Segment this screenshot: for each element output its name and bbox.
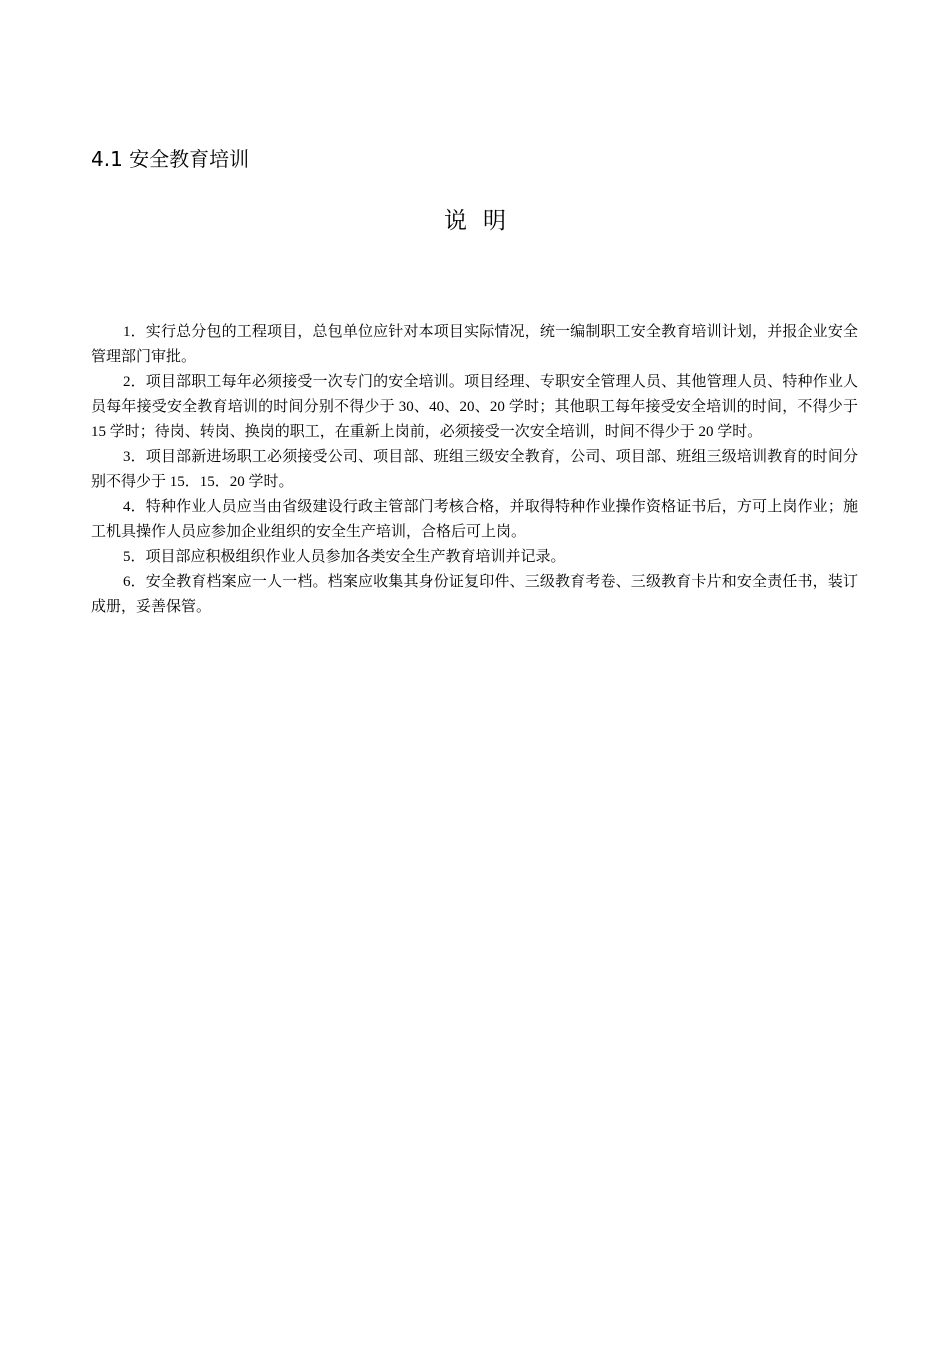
paragraph-6: 6．安全教育档案应一人一档。档案应收集其身份证复印件、三级教育考卷、三级教育卡片和安全责任书，装订成册，妥善保管。 [91,574,858,615]
paragraph-3: 3．项目部新进场职工必须接受公司、项目部、班组三级安全教育，公司、项目部、班组三级培训教育的时间分别不得少于 15．15．20 学时。 [91,449,858,490]
paragraph-5: 5．项目部应积极组织作业人员参加各类安全生产教育培训并记录。 [123,549,566,565]
document-title: 说明 [444,208,522,234]
paragraph-4: 4．特种作业人员应当由省级建设行政主管部门考核合格，并取得特种作业操作资格证书后，方可上岗作业；施工机具操作人员应参加企业组织的安全生产培训，合格后可上岗。 [91,499,858,540]
paragraph-2: 2．项目部职工每年必须接受一次专门的安全培训。项目经理、专职安全管理人员、其他管理人员、特种作业人员每年接受安全教育培训的时间分别不得少于 30、40、20、20 学时；其他职工每年接受安全培训的时间，不得少于 15 学时；待岗、转岗、换岗的职工，在重新上岗前，必须接受一次安全培训，时间不得少于 20 学时。 [91,374,858,440]
paragraph-1: 1．实行总分包的工程项目，总包单位应针对本项目实际情况，统一编制职工安全教育培训计划，并报企业安全管理部门审批。 [91,324,858,365]
section-heading: 4.1 安全教育培训 [91,147,250,171]
document-body [91,320,858,620]
